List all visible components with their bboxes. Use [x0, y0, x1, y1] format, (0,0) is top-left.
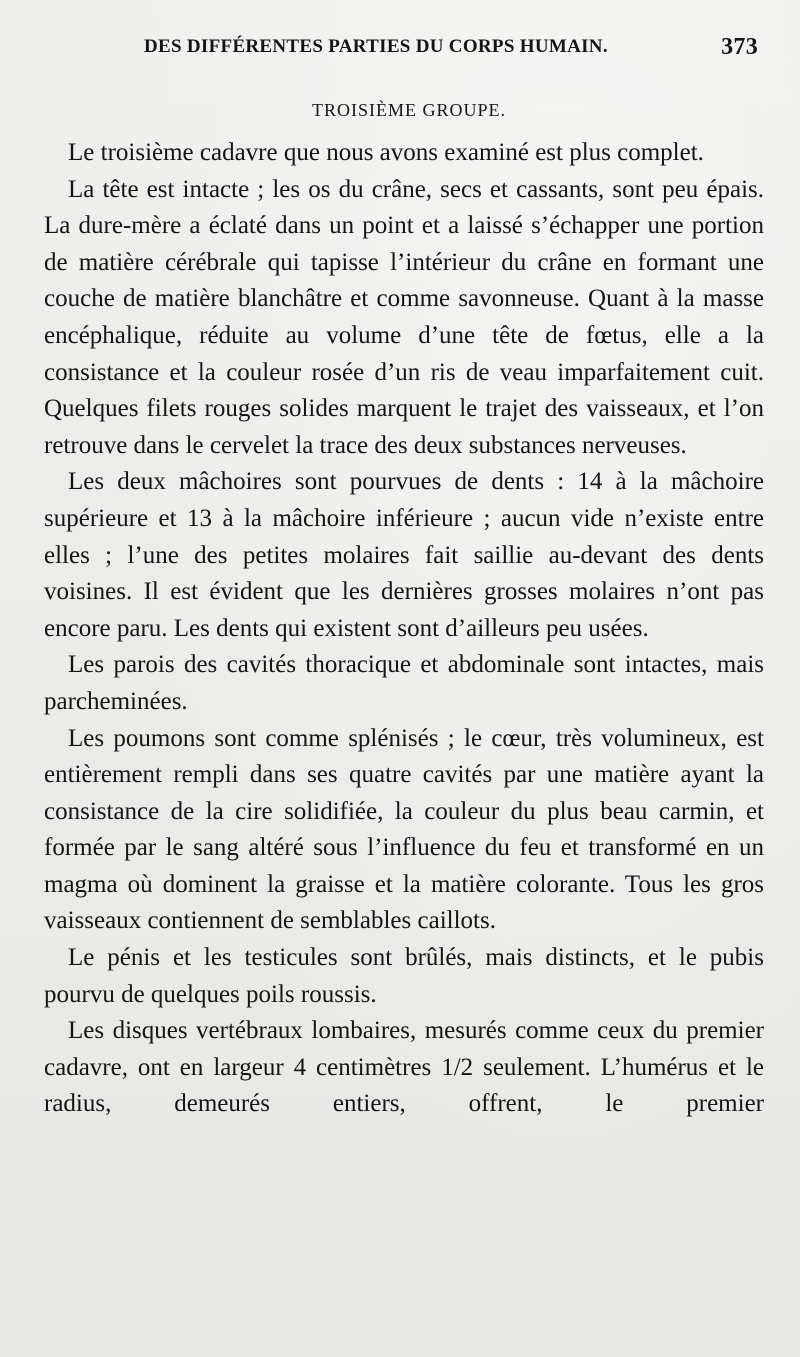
paragraph: Les disques vertébraux lombaires, mesurés comme ceux du premier cadavre, ont en largeur 4 centimètres 1/2 seulement. L’humérus et le radius, demeurés entiers, offrent, le premier: [44, 1017, 764, 1118]
paragraph: Les parois des cavités thoracique et abdominale sont intactes, mais parcheminées.: [44, 651, 764, 715]
paragraph: Les deux mâchoires sont pourvues de dents : 14 à la mâchoire supérieure et 13 à la mâchoire inférieure ; aucun vide n’existe entre elles ; l’une des petites molaires fait saillie au-devant des dents voisines. Il est évident que les dernières grosses molaires n’ont pas encore paru. Les dents qui existent sont d’ailleurs peu usées.: [44, 468, 764, 642]
running-title: DES DIFFÉRENTES PARTIES DU CORPS HUMAIN.: [144, 36, 608, 57]
paragraph: Le pénis et les testicules sont brûlés, mais distincts, et le pubis pourvu de quelques poils roussis.: [44, 944, 764, 1008]
section-heading: TROISIÈME GROUPE.: [311, 100, 506, 120]
body-text: [44, 135, 764, 1123]
paragraph: Les poumons sont comme splénisés ; le cœur, très volumineux, est entièrement rempli dans ses quatre cavités par une matière ayant la consistance de la cire solidifiée, la couleur du plus beau carmin, et formée par le sang altéré sous l’influence du feu et transformé en un magma où dominent la graisse et la matière colorante. Tous les gros vaisseaux contiennent de semblables caillots.: [44, 724, 764, 935]
paragraph: La tête est intacte ; les os du crâne, secs et cassants, sont peu épais. La dure-mère a éclaté dans un point et a laissé s’échapper une portion de matière cérébrale qui tapisse l’intérieur du crâne en formant une couche de matière blanchâtre et comme savonneuse. Quant à la masse encéphalique, réduite au volume d’une tête de fœtus, elle a la consistance et la couleur rosée d’un ris de veau imparfaitement cuit. Quelques filets rouges solides marquent le trajet des vaisseaux, et l’on retrouve dans le cervelet la trace des deux substances nerveuses.: [44, 175, 764, 459]
paragraph: Le troisième cadavre que nous avons examiné est plus complet.: [68, 139, 704, 166]
page-number: 373: [721, 34, 758, 60]
running-head: [44, 30, 764, 70]
